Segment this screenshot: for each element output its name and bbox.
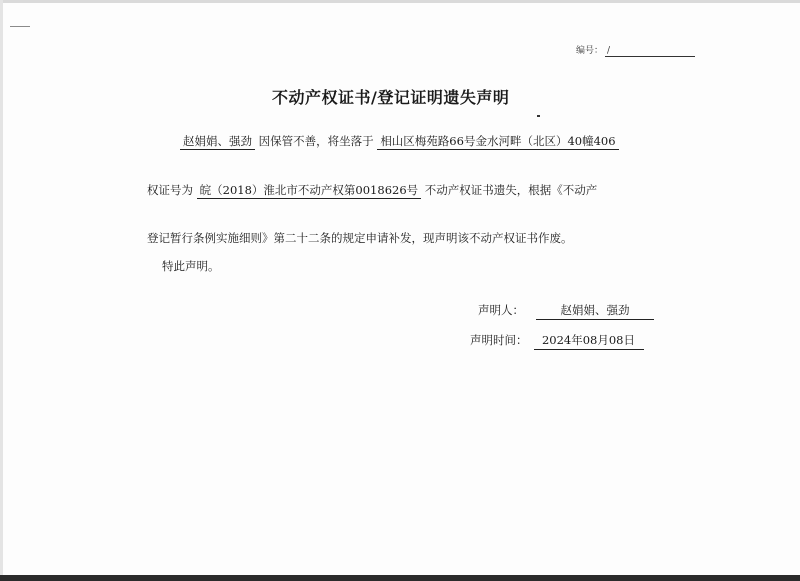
scan-mark	[10, 26, 30, 27]
document-number	[576, 43, 695, 57]
scan-edge-bottom	[0, 575, 800, 581]
declaration-date-label: 声明时间：	[470, 333, 528, 347]
owners-name: 赵娟娟、强劲	[180, 134, 255, 150]
scan-edge-top	[0, 0, 800, 3]
certificate-number: 皖（2018）淮北市不动产权第0018626号	[197, 183, 421, 199]
declaration-date-row	[470, 332, 644, 350]
declarant-row	[478, 302, 654, 320]
document-number-value: /	[605, 46, 695, 57]
paragraph-line-3: 登记暂行条例实施细则》第二十二条的规定申请补发，现声明该不动产权证书作废。	[147, 231, 573, 245]
declarant-name: 赵娟娟、强劲	[536, 302, 654, 320]
hereby-declare: 特此声明。	[162, 259, 220, 273]
document-title: 不动产权证书/登记证明遗失声明	[272, 88, 510, 107]
text-cert-no: 权证号为	[147, 183, 193, 197]
document-number-label: 编号：	[576, 46, 604, 56]
paragraph-line-1	[180, 133, 619, 149]
declarant-label: 声明人：	[478, 303, 524, 317]
property-location: 相山区梅苑路66号金水河畔（北区）40幢406	[377, 134, 618, 150]
text-keep: 因保管不善，将坐落于	[258, 134, 374, 148]
scan-edge-left	[0, 0, 3, 581]
declaration-date: 2024年08月08日	[534, 332, 644, 350]
ink-speck	[537, 115, 540, 117]
text-lost: 不动产权证书遗失，根据《不动产	[424, 183, 598, 197]
paragraph-line-2	[147, 182, 597, 198]
